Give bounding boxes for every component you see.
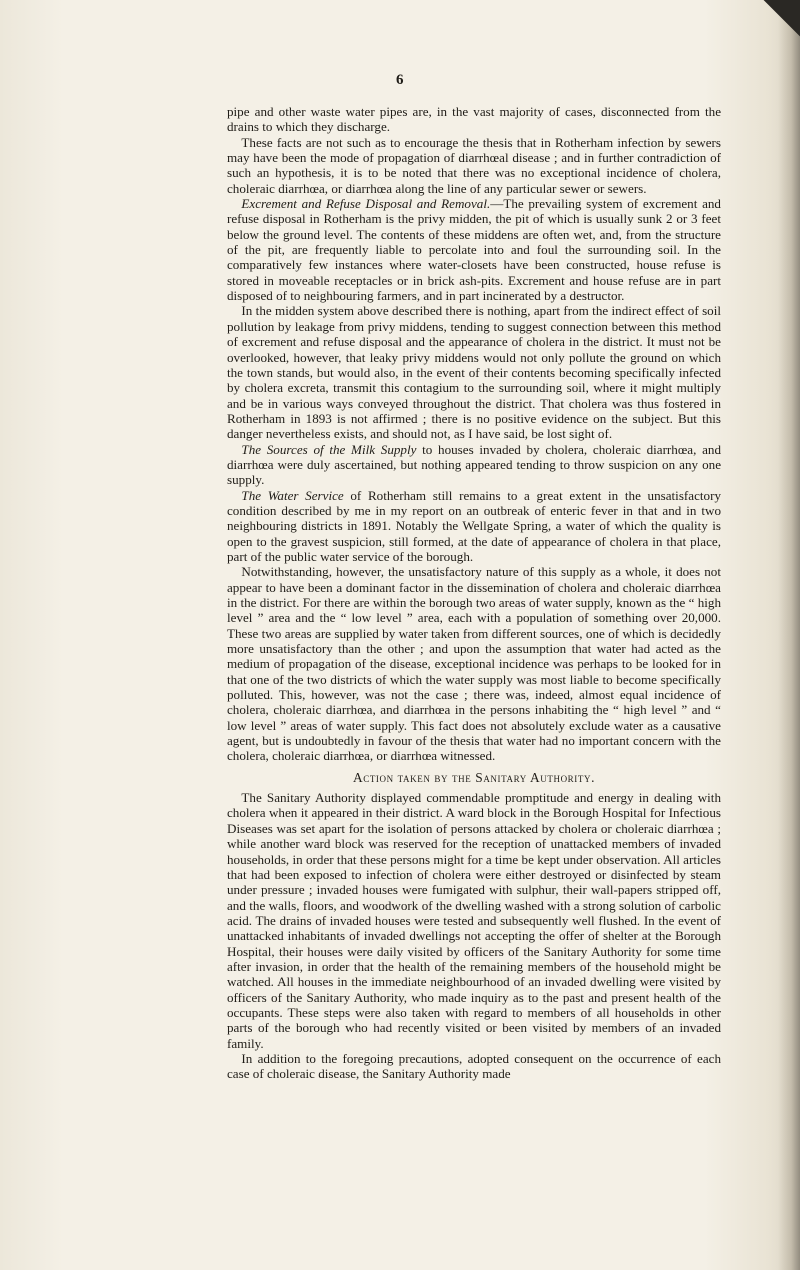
paragraph-3: [227, 196, 721, 303]
paragraph-7: [227, 564, 721, 763]
paragraph-text: The Sanitary Authority displayed commendable promptitude and energy in dealing with cholera when it appeared in their district. A ward block in the Borough Hospital for Infectious Diseases was set apart for the isolation of persons attacked by cholera or choleraic diarrhœa ; while another ward block was reserved for the reception of unattacked members of invaded households, in order that these persons might for a time be kept under observation. All articles that had been exposed to infection of cholera were either destroyed or disinfected by steam under pressure ; invaded houses were fumigated with sulphur, their wall-papers stripped off, and the walls, floors, and woodwork of the dwelling washed with a strong solution of carbolic acid. The drains of invaded houses were tested and subsequently well flushed. In the event of unattacked inhabitants of invaded dwellings not accepting the offer of shelter at the Borough Hospital, their houses were daily visited by officers of the Sanitary Authority for some time after invasion, in order that the health of the remaining members of the household might be watched. All houses in the immediate neighbourhood of an invaded dwelling were visited by officers of the Sanitary Authority, who made inquiry as to the past and present health of the occupants. These steps were also taken with regard to members of all households in other parts of the borough who had recently visited or been visited by members of an invaded family.: [227, 790, 721, 1051]
page-corner-fold: [760, 0, 800, 40]
paragraph-5: [227, 442, 721, 488]
paragraph-text: In the midden system above described there is nothing, apart from the indirect effect of soil pollution by leakage from privy middens, tending to suggest connection between this method of excrement and refuse disposal and the appearance of cholera in the district. It must not be overlooked, however, that leaky privy middens would not only pollute the ground on which the town stands, but would also, in the event of their contents becoming specifically infected by cholera excreta, transmit this contagium to the surrounding soil, where it might multiply and be in various ways conveyed throughout the district. That cholera was thus fostered in Rotherham in 1893 is not affirmed ; there is no positive evidence on the subject. But this danger nevertheless exists, and should not, as I have said, be lost sight of.: [227, 303, 721, 442]
section-paragraph-1: [227, 790, 721, 1051]
paragraph-heading: Excrement and Refuse Disposal and Removal.: [241, 196, 491, 212]
paragraph-text: pipe and other waste water pipes are, in the vast majority of cases, disconnected from the drains to which they discharge.: [227, 104, 721, 135]
body-text: [227, 104, 721, 1082]
paragraph-heading: The Water Service: [241, 487, 344, 503]
paragraph-text: In addition to the foregoing precautions, adopted consequent on the occurrence of each case of choleraic disease, the Sanitary Authority made: [227, 1050, 721, 1082]
paragraph-2: [227, 135, 721, 196]
paragraph-text: —The prevailing system of excrement and refuse disposal in Rotherham is the privy midden, the pit of which is usually sunk 2 or 3 feet below the ground level. The contents of these middens are often wet, and, from the structure of the pit, are frequently liable to percolate into and foul the surrounding soil. In the comparatively few instances where water-closets have been constructed, house refuse is stored in moveable receptacles or in brick ash-pits. Excrement and house refuse are in part disposed of to neighbouring farmers, and in part incinerated by a destructor.: [227, 196, 721, 304]
page-number: 6: [396, 72, 404, 88]
paragraph-text: of Rotherham still remains to a great extent in the unsatisfactory condition described by me in my report on an outbreak of enteric fever in that and in two neighbouring districts in 1891. Notably the Wellgate Spring, a water of which the quality is open to the gravest suspicion, still formed, at the date of appearance of cholera in that place, part of the public water service of the borough.: [227, 487, 721, 564]
paragraph-text: Notwithstanding, however, the unsatisfactory nature of this supply as a whole, it does not appear to have been a dominant factor in the dissemination of cholera and choleraic diarrhœa in the district. For there are within the borough two areas of water supply, known as the “ high level ” area and the “ low level ” area, each with a population of something over 20,000. These two areas are supplied by water taken from different sources, one of which is decidedly more unsatisfactory than the other ; and upon the assumption that water had acted as the medium of propagation of the disease, exceptional incidence was perhaps to be looked for in that one of the two districts of which the water supply was most liable to become specifically polluted. This, however, was not the case ; there was, indeed, almost equal incidence of cholera, choleraic diarrhœa, and diarrhœa in the persons inhabiting the “ high level ” and “ low level ” areas of water supply. This fact does not absolutely exclude water as a causative agent, but is undoubtedly in favour of the thesis that water had no important concern with the cholera, choleraic diarrhœa, or diarrhœa witnessed.: [227, 564, 721, 764]
page-edge-shadow: [778, 0, 800, 1270]
paragraph-heading: The Sources of the Milk Supply: [241, 441, 417, 457]
paragraph-6: [227, 488, 721, 565]
section-heading: Action taken by the Sanitary Authority.: [352, 769, 596, 785]
paragraph-4: [227, 303, 721, 441]
section-paragraph-2: [227, 1051, 721, 1082]
paragraph-1: [227, 104, 721, 135]
paragraph-text: to houses invaded by cholera, choleraic diarrhœa, and diarrhœa were duly ascertained, but nothing appeared tending to throw suspicion on any one supply.: [227, 441, 722, 488]
paragraph-text: These facts are not such as to encourage the thesis that in Rotherham infection by sewers may have been the mode of propagation of diarrhœal disease ; and in further contradiction of such an hypothesis, it is to be noted that there was no exceptional incidence of cholera, choleraic diarrhœa, or diarrhœa along the line of any particular sewer or sewers.: [227, 134, 721, 196]
